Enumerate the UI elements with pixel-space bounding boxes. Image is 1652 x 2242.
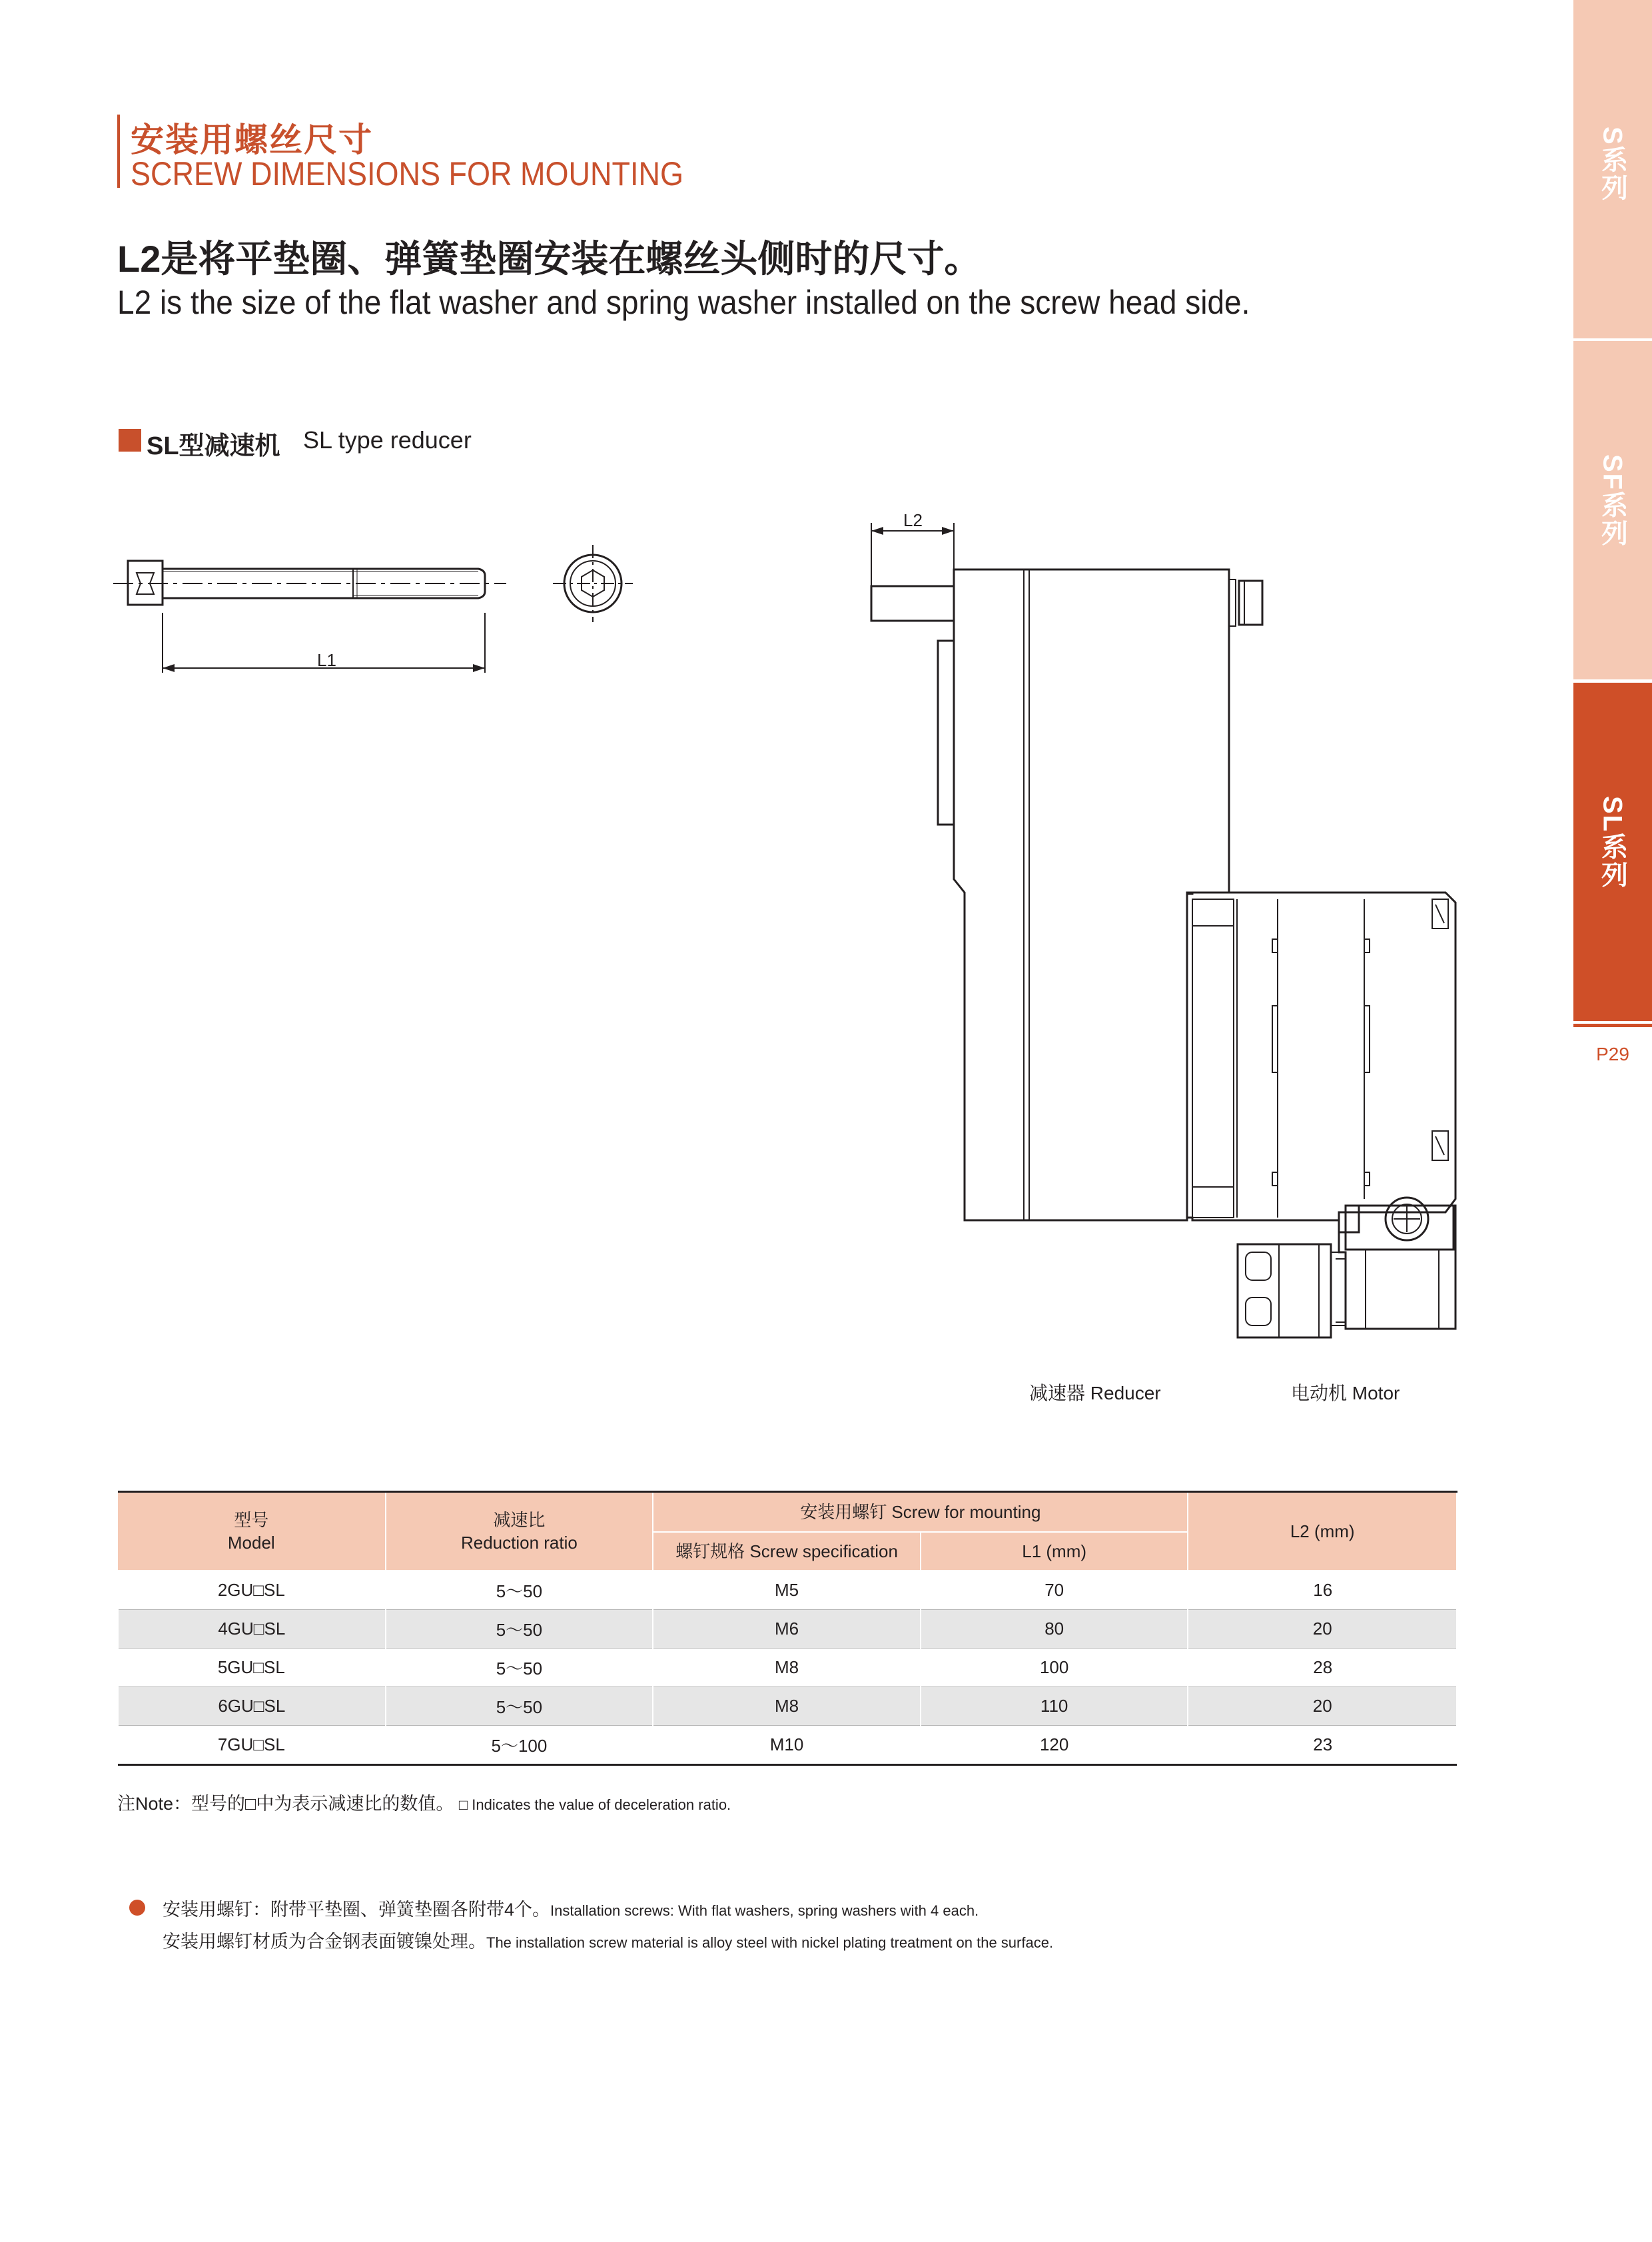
tab-sf-series[interactable] — [1573, 341, 1652, 679]
cell-l1: 80 — [921, 1609, 1188, 1648]
cell-model: 4GU□SL — [118, 1609, 386, 1648]
cell-l2: 20 — [1188, 1686, 1457, 1725]
note-en: □ Indicates the value of deceleration ratio. — [458, 1796, 731, 1813]
subtitle-cn: L2是将平垫圈、弹簧垫圈安装在螺丝头侧时的尺寸。 — [117, 238, 982, 280]
cell-ratio: 5～50 — [386, 1571, 653, 1610]
screw-end-view — [553, 545, 633, 622]
cell-l2: 16 — [1188, 1571, 1457, 1610]
tab-sl-series-label: SL系列 — [1597, 796, 1627, 889]
bullet-line-1 — [163, 1895, 979, 1921]
screw-side-view — [113, 561, 506, 673]
bullet2-en: The installation screw material is alloy steel with nickel plating treatment on the surface. — [486, 1934, 1054, 1951]
cell-ratio: 5～50 — [386, 1609, 653, 1648]
col-header-ratio — [386, 1492, 653, 1571]
tab-sl-series[interactable] — [1573, 683, 1652, 1021]
reducer-body — [871, 569, 1262, 1220]
col-header-model — [118, 1492, 386, 1571]
cell-model: 7GU□SL — [118, 1725, 386, 1764]
cell-ratio: 5～50 — [386, 1648, 653, 1686]
motor-caption: 电动机 Motor — [1291, 1383, 1400, 1403]
bullet1-cn: 安装用螺钉：附带平垫圈、弹簧垫圈各附带4个。 — [163, 1900, 551, 1920]
bullet-line-2 — [163, 1927, 1053, 1953]
model-header-en: Model — [227, 1532, 275, 1553]
table-row — [118, 1609, 1457, 1648]
table-row — [118, 1686, 1457, 1725]
model-header-cn: 型号 — [234, 1509, 269, 1530]
col-header-l1: L1 (mm) — [921, 1532, 1188, 1571]
sub-section-title-en: SL type reducer — [303, 426, 472, 454]
cell-spec: M8 — [653, 1648, 921, 1686]
col-header-l2: L2 (mm) — [1188, 1492, 1457, 1571]
cell-model: 6GU□SL — [118, 1686, 386, 1725]
section-title-en: SCREW DIMENSIONS FOR MOUNTING — [131, 155, 683, 192]
l1-label: L1 — [317, 650, 336, 670]
bullet-dot-icon — [129, 1900, 145, 1916]
bullet2-cn: 安装用螺钉材质为合金钢表面镀镍处理。 — [163, 1932, 486, 1952]
cell-l2: 28 — [1188, 1648, 1457, 1686]
tab-sf-series-label: SF系列 — [1597, 454, 1627, 548]
motor-body — [1187, 893, 1455, 1220]
table-row — [118, 1648, 1457, 1686]
note-cn: 注Note：型号的□中为表示减速比的数值。 — [117, 1794, 454, 1814]
bullet1-en: Installation screws: With flat washers, spring washers with 4 each. — [550, 1902, 979, 1919]
cell-ratio: 5～50 — [386, 1686, 653, 1725]
cell-l2: 20 — [1188, 1609, 1457, 1648]
cell-l1: 100 — [921, 1648, 1188, 1686]
reducer-caption: 减速器 Reducer — [1029, 1383, 1161, 1403]
tab-s-series-label: S系列 — [1597, 127, 1627, 202]
cell-model: 5GU□SL — [118, 1648, 386, 1686]
cell-spec: M10 — [653, 1725, 921, 1764]
subtitle-en: L2 is the size of the flat washer and spring washer installed on the screw head side. — [117, 284, 1250, 321]
cell-l2: 23 — [1188, 1725, 1457, 1764]
mounting-screw-table — [117, 1491, 1457, 1766]
active-tab-underline — [1573, 1024, 1652, 1027]
terminal-box — [1238, 1198, 1455, 1337]
cell-l1: 110 — [921, 1686, 1188, 1725]
cell-spec: M5 — [653, 1571, 921, 1610]
l2-label: L2 — [903, 510, 923, 530]
col-header-screw-spec: 螺钉规格 Screw specification — [653, 1532, 921, 1571]
tab-s-series[interactable] — [1573, 0, 1652, 338]
table-row — [118, 1571, 1457, 1610]
l2-dimension — [871, 523, 954, 586]
cell-spec: M6 — [653, 1609, 921, 1648]
col-header-screw-group: 安装用螺钉 Screw for mounting — [653, 1492, 1188, 1532]
cell-model: 2GU□SL — [118, 1571, 386, 1610]
ratio-header-en: Reduction ratio — [460, 1532, 578, 1553]
table-note — [117, 1789, 731, 1815]
table-row — [118, 1725, 1457, 1764]
cell-l1: 120 — [921, 1725, 1188, 1764]
cell-spec: M8 — [653, 1686, 921, 1725]
section-title-cn: 安装用螺丝尺寸 — [131, 121, 373, 159]
cell-ratio: 5～100 — [386, 1725, 653, 1764]
sub-section-title-cn: SL型减速机 — [147, 432, 280, 460]
cell-l1: 70 — [921, 1571, 1188, 1610]
page-number: P29 — [1596, 1044, 1629, 1064]
ratio-header-cn: 减速比 — [493, 1509, 546, 1530]
